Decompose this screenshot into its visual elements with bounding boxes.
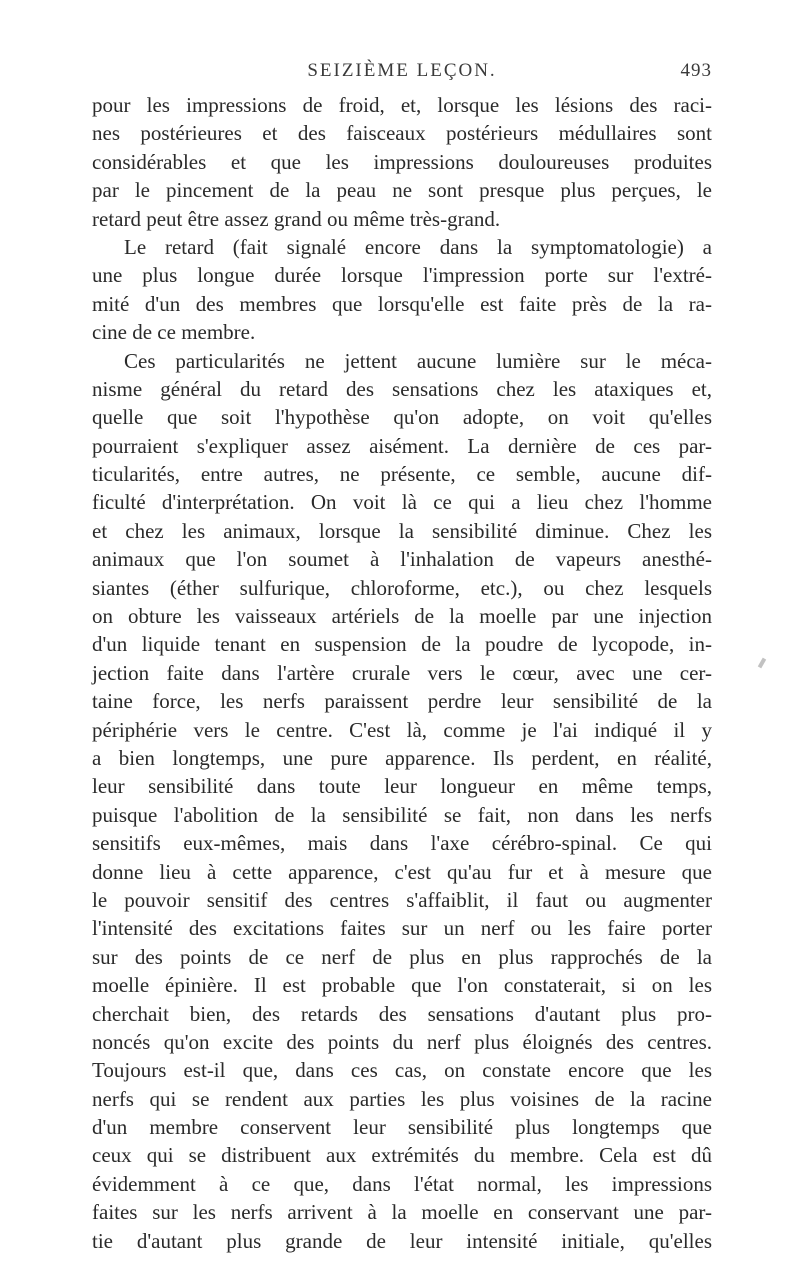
text-line: pourraient s'expliquer assez aisément. La dernière de ces par-: [92, 433, 712, 458]
text-line: sensitifs eux-mêmes, mais dans l'axe cérébro-spinal. Ce qui: [92, 831, 712, 856]
text-line: taine force, les nerfs paraissent perdre leur sensibilité de la: [92, 689, 712, 714]
chapter-title: SEIZIÈME LEÇON.: [307, 60, 497, 81]
text-line: nerfs qui se rendent aux parties les plus voisines de la racine: [92, 1086, 712, 1111]
text-line: faites sur les nerfs arrivent à la moelle en conservant une par-: [92, 1200, 712, 1225]
text-line: puisque l'abolition de la sensibilité se fait, non dans les nerfs: [92, 802, 712, 827]
text-line: jection faite dans l'artère crurale vers le cœur, avec une cer-: [92, 660, 712, 685]
text-line: on obture les vaisseaux artériels de la moelle par une injection: [92, 604, 712, 629]
text-line: évidemment à ce que, dans l'état normal, les impressions: [92, 1171, 712, 1196]
text-line: moelle épinière. Il est probable que l'on constaterait, si on les: [92, 973, 712, 998]
text-line: cine de ce membre.: [92, 320, 256, 345]
text-line: siantes (éther sulfurique, chloroforme, etc.), ou chez lesquels: [92, 575, 712, 600]
running-head: [92, 60, 712, 86]
text-line: périphérie vers le centre. C'est là, comme je l'ai indiqué il y: [92, 717, 712, 742]
text-line: ficulté d'interprétation. On voit là ce qui a lieu chez l'homme: [92, 490, 712, 515]
margin-speck: [758, 658, 766, 669]
text-line: Toujours est-il que, dans ces cas, on constate encore que les: [92, 1058, 712, 1083]
text-line: l'intensité des excitations faites sur un nerf ou les faire porter: [92, 916, 712, 941]
text-line: d'un liquide tenant en suspension de la poudre de lycopode, in-: [92, 632, 712, 657]
text-line: tie d'autant plus grande de leur intensité initiale, qu'elles: [92, 1228, 712, 1253]
text-line: cherchait bien, des retards des sensations d'autant plus pro-: [92, 1001, 712, 1026]
text-line: ticularités, entre autres, ne présente, ce semble, aucune dif-: [92, 462, 712, 487]
text-line: a bien longtemps, une pure apparence. Ils perdent, en réalité,: [92, 745, 712, 770]
text-line: nes postérieures et des faisceaux postérieurs médullaires sont: [92, 121, 712, 146]
text-line: Le retard (fait signalé encore dans la symptomatologie) a: [124, 234, 712, 259]
text-line: considérables et que les impressions douloureuses produites: [92, 149, 712, 174]
body-text: [92, 91, 712, 1255]
text-line: une plus longue durée lorsque l'impression porte sur l'extré-: [92, 263, 712, 288]
text-line: mité d'un des membres que lorsqu'elle est faite près de la ra-: [92, 291, 712, 316]
text-line: animaux que l'on soumet à l'inhalation de vapeurs anesthé-: [92, 547, 712, 572]
text-line: nisme général du retard des sensations chez les ataxiques et,: [92, 376, 712, 401]
text-line: le pouvoir sensitif des centres s'affaiblit, il faut ou augmenter: [92, 887, 712, 912]
text-line: Ces particularités ne jettent aucune lumière sur le méca-: [124, 348, 712, 373]
text-line: et chez les animaux, lorsque la sensibilité diminue. Chez les: [92, 518, 712, 543]
page-number: 493: [680, 60, 712, 81]
text-line: quelle que soit l'hypothèse qu'on adopte, on voit qu'elles: [92, 405, 712, 430]
text-line: d'un membre conservent leur sensibilité plus longtemps que: [92, 1115, 712, 1140]
text-line: retard peut être assez grand ou même très-grand.: [92, 206, 501, 231]
text-line: sur des points de ce nerf de plus en plus rapprochés de la: [92, 944, 712, 969]
text-line: par le pincement de la peau ne sont presque plus perçues, le: [92, 178, 712, 203]
text-line: ceux qui se distribuent aux extrémités du membre. Cela est dû: [92, 1143, 712, 1168]
text-line: donne lieu à cette apparence, c'est qu'au fur et à mesure que: [92, 859, 712, 884]
text-line: pour les impressions de froid, et, lorsque les lésions des raci-: [92, 93, 712, 117]
text-line: noncés qu'on excite des points du nerf plus éloignés des centres.: [92, 1029, 712, 1054]
text-line: leur sensibilité dans toute leur longueur en même temps,: [92, 774, 712, 799]
